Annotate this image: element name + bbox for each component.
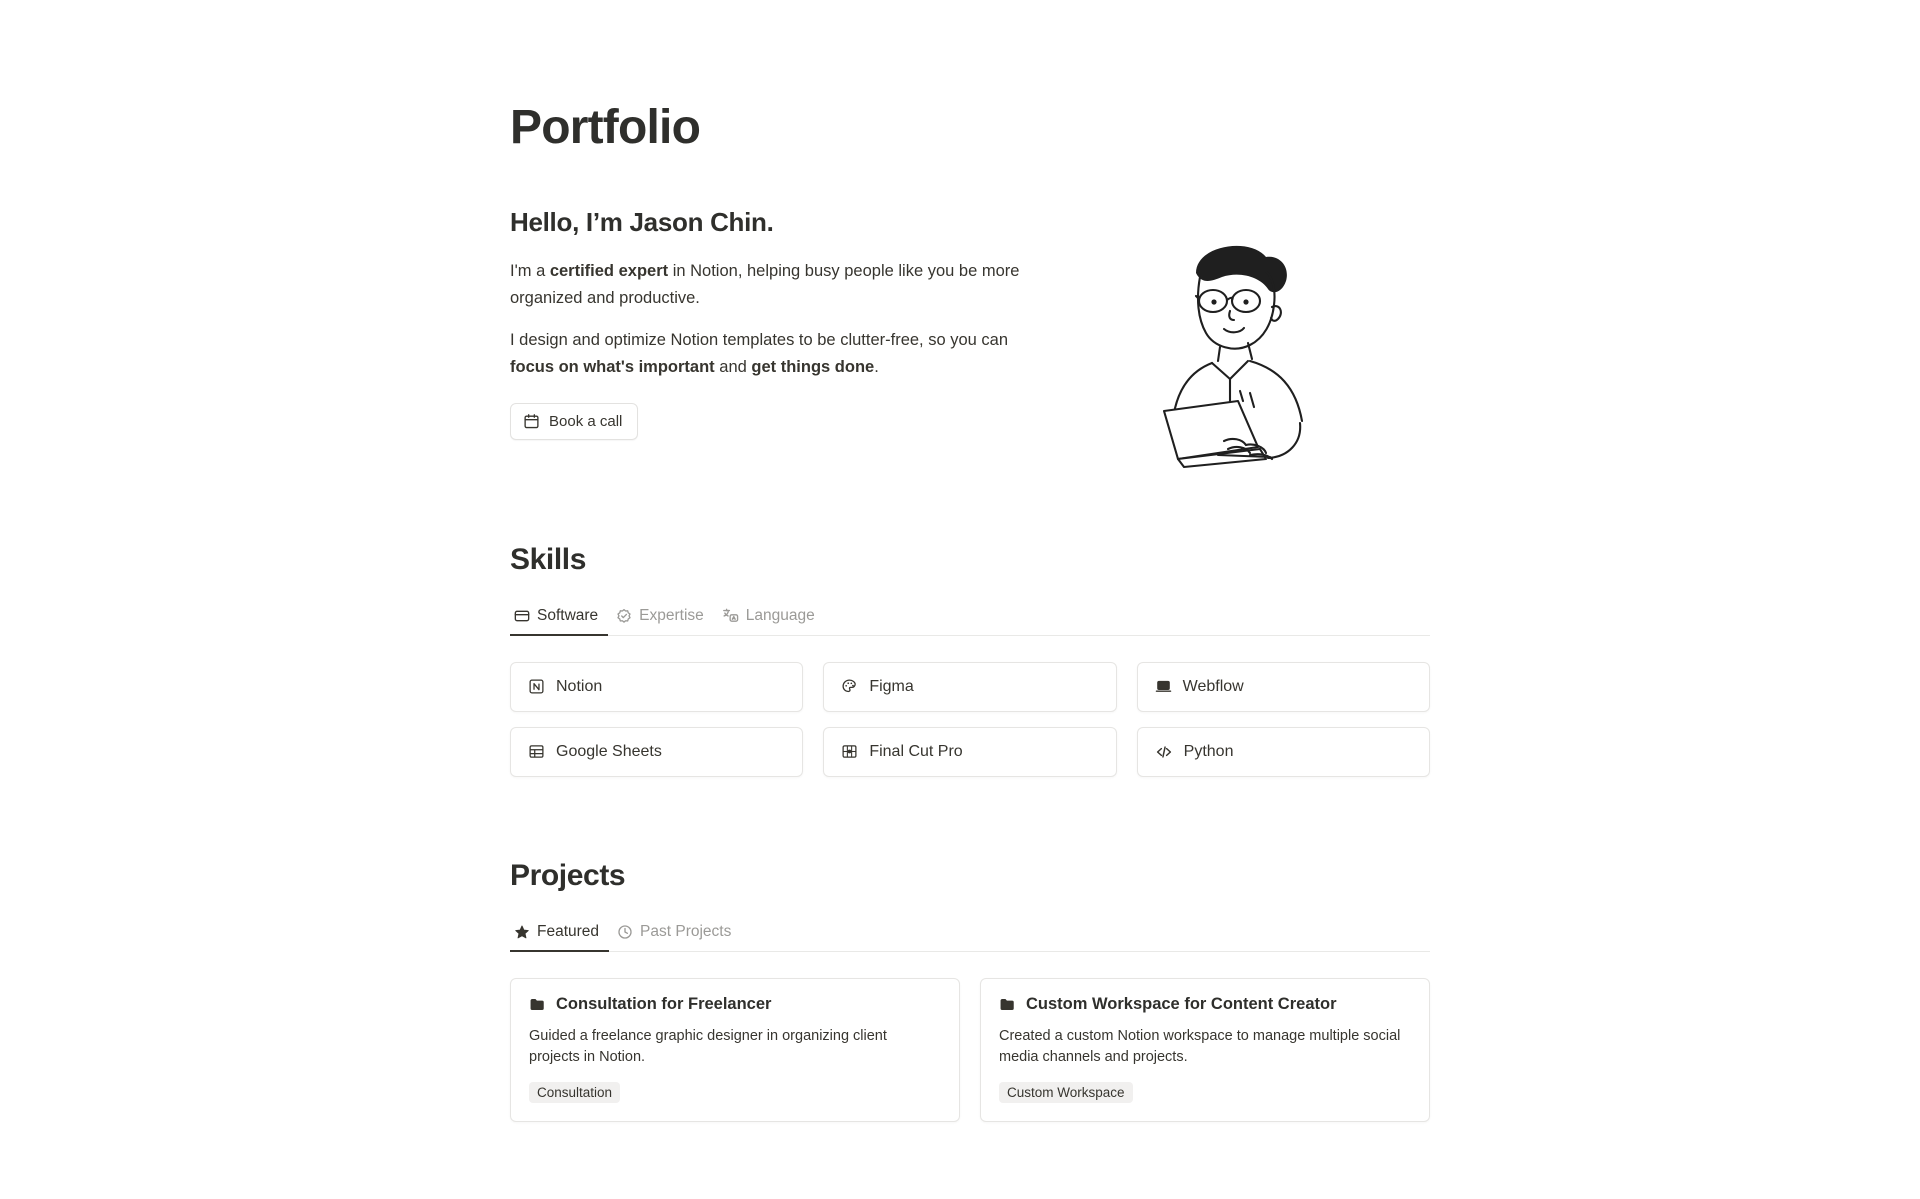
tab-language-label: Language	[745, 606, 815, 624]
project-description: Guided a freelance graphic designer in organizing client projects in Notion.	[529, 1027, 887, 1065]
project-card-header	[529, 995, 941, 1014]
hero-paragraph-1	[510, 258, 1030, 311]
skill-card-google-sheets[interactable]	[510, 727, 803, 777]
folder-icon	[999, 996, 1016, 1013]
tab-software[interactable]	[510, 599, 608, 636]
hero-p2-bold-1: focus on what's important	[510, 357, 715, 376]
skills-tabs	[510, 599, 1430, 636]
tab-featured-label: Featured	[537, 922, 600, 940]
notion-icon	[528, 678, 545, 695]
skills-title: Skills	[510, 542, 586, 576]
tab-expertise-label: Expertise	[639, 606, 704, 624]
skill-label-google-sheets: Google Sheets	[556, 742, 662, 760]
tab-featured[interactable]	[510, 915, 609, 952]
star-icon	[514, 924, 530, 940]
skill-card-final-cut-pro[interactable]	[823, 727, 1116, 777]
project-card-header	[999, 995, 1411, 1014]
hero-p2-part-c: and	[714, 357, 752, 376]
credit-card-icon	[514, 608, 530, 624]
hero-paragraph-2	[510, 327, 1030, 380]
skills-section	[510, 543, 1430, 777]
calendar-icon	[523, 413, 540, 430]
hero-section	[510, 207, 1430, 475]
hero-p1-part-c: in Notion, helping busy people like you be more organized and productive.	[510, 261, 1020, 307]
hero-illustration-column	[1030, 207, 1430, 475]
book-a-call-label: Book a call	[549, 412, 623, 430]
tab-past-projects[interactable]	[613, 915, 741, 952]
hero-p2-part-e: .	[874, 357, 879, 376]
skill-label-notion: Notion	[556, 677, 603, 695]
skill-card-figma[interactable]	[823, 662, 1116, 712]
project-card-consultation[interactable]	[510, 978, 960, 1122]
hero-p1-bold: certified expert	[549, 261, 669, 280]
folder-icon	[529, 996, 546, 1013]
tab-software-label: Software	[537, 606, 599, 624]
skill-label-figma: Figma	[869, 677, 914, 695]
page-content	[510, 0, 1430, 1122]
spreadsheet-icon	[528, 743, 545, 760]
skill-label-webflow: Webflow	[1182, 677, 1244, 695]
project-title: Custom Workspace for Content Creator	[1026, 994, 1337, 1013]
project-title: Consultation for Freelancer	[556, 994, 772, 1013]
projects-grid	[510, 978, 1430, 1122]
skill-label-final-cut-pro: Final Cut Pro	[869, 742, 963, 760]
hero-text-column	[510, 207, 1030, 440]
projects-title: Projects	[510, 858, 626, 892]
skill-card-webflow[interactable]	[1137, 662, 1430, 712]
clock-icon	[617, 924, 633, 940]
hero-p2-bold-2: get things done	[751, 357, 875, 376]
film-icon	[841, 743, 858, 760]
code-icon	[1155, 743, 1173, 761]
projects-tabs	[510, 915, 1430, 952]
person-with-laptop-illustration	[1100, 215, 1360, 475]
tab-language[interactable]	[718, 599, 825, 636]
tab-expertise[interactable]	[612, 599, 714, 636]
hero-p2-part-a: I design and optimize Notion templates to be clutter-free, so you can	[510, 331, 1009, 350]
skill-card-python[interactable]	[1137, 727, 1430, 777]
projects-section	[510, 859, 1430, 1122]
project-card-custom-workspace[interactable]	[980, 978, 1430, 1122]
project-tag: Custom Workspace	[999, 1082, 1133, 1103]
palette-icon	[841, 678, 858, 695]
skill-label-python: Python	[1183, 742, 1234, 760]
translate-icon	[722, 607, 739, 624]
hero-heading: Hello, I’m Jason Chin.	[510, 206, 774, 237]
hero-p1-part-a: I'm a	[510, 261, 550, 280]
laptop-icon	[1155, 678, 1172, 695]
verified-badge-icon	[616, 608, 632, 624]
book-a-call-button[interactable]	[510, 403, 638, 440]
project-tag: Consultation	[529, 1082, 620, 1103]
tab-past-projects-label: Past Projects	[640, 922, 732, 940]
page-title: Portfolio	[510, 101, 701, 154]
project-description: Created a custom Notion workspace to manage multiple social media channels and projects.	[999, 1027, 1401, 1065]
skill-card-notion[interactable]	[510, 662, 803, 712]
skills-grid	[510, 662, 1430, 777]
